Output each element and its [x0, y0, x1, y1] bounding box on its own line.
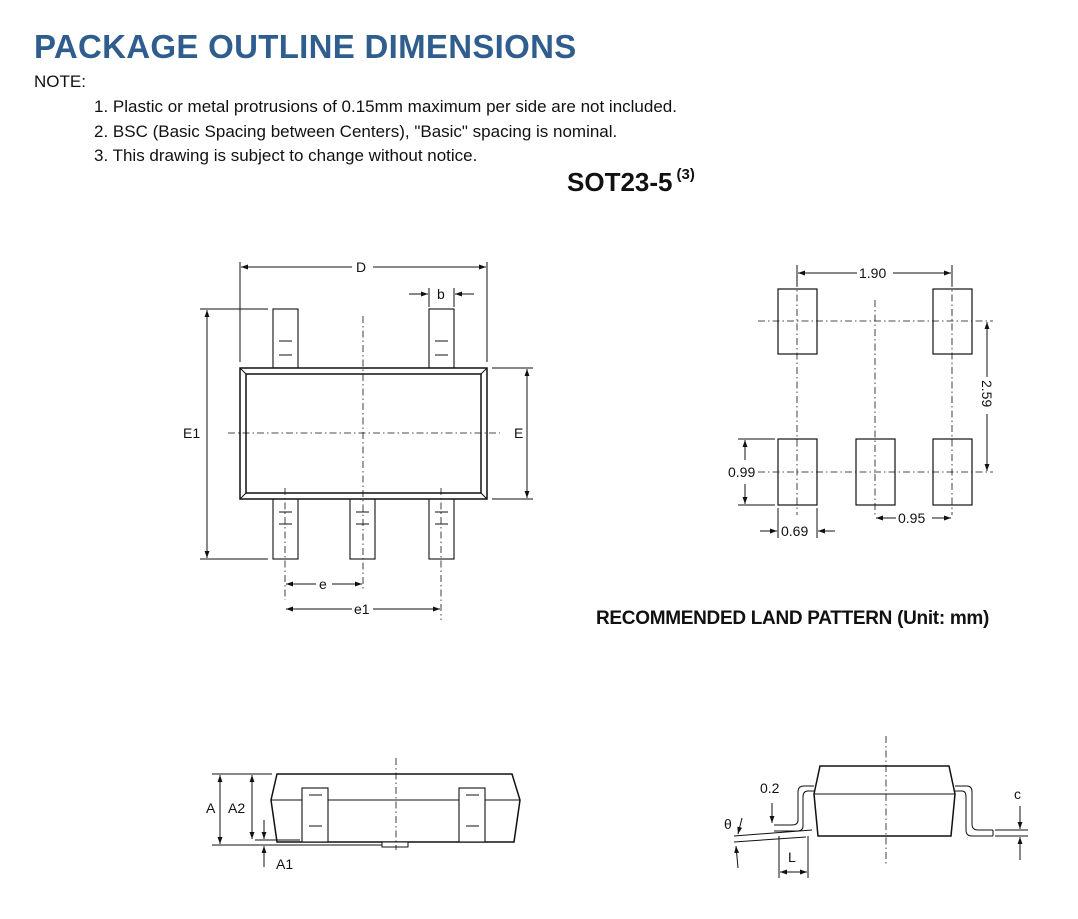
lead-bottom-2: [350, 498, 375, 559]
dim-E1-label: E1: [183, 425, 201, 441]
side-lead-right: [459, 788, 485, 842]
side-view: [206, 758, 520, 872]
dim-L-label: L: [788, 849, 796, 865]
dim-b-label: b: [437, 286, 445, 302]
dim-pitch: 0.95: [898, 510, 926, 526]
note-label: NOTE:: [34, 72, 86, 91]
side-lead-left: [302, 788, 328, 842]
dim-theta-label: θ: [724, 816, 732, 832]
dim-pad-length: 0.99: [728, 464, 756, 480]
top-view: [183, 259, 533, 620]
package-note-ref: (3): [676, 166, 695, 183]
dim-row-spacing: 2.59: [979, 380, 995, 408]
dim-pitch-outer: 1.90: [859, 265, 887, 281]
dim-A1-label: A1: [276, 856, 294, 872]
dim-c-label: c: [1014, 786, 1021, 802]
note-item: 2. BSC (Basic Spacing between Centers), "Basic" spacing is nominal.: [94, 121, 618, 141]
lead-top-left: [273, 309, 298, 368]
note-item: 1. Plastic or metal protrusions of 0.15mm maximum per side are not included.: [94, 97, 677, 116]
lead-bottom-1: [273, 498, 298, 559]
dim-pad-width: 0.69: [781, 523, 809, 539]
dim-E-label: E: [514, 425, 524, 441]
package-body-outer: [240, 368, 487, 499]
pad-top-left: [778, 289, 817, 354]
dim-gauge-label: 0.2: [760, 780, 780, 796]
dim-A-label: A: [206, 800, 216, 816]
land-pattern: [728, 265, 995, 539]
lead-top-right: [429, 309, 454, 368]
end-body-outline: [814, 766, 955, 836]
dim-e-label: e: [319, 576, 327, 592]
end-view: [724, 736, 1028, 878]
dim-D-label: D: [356, 259, 367, 275]
dim-A2-label: A2: [228, 800, 246, 816]
side-standoff: [382, 842, 408, 847]
land-pattern-caption: RECOMMENDED LAND PATTERN (Unit: mm): [596, 608, 990, 629]
pad-top-right: [933, 289, 972, 354]
page-title: PACKAGE OUTLINE DIMENSIONS: [34, 28, 577, 65]
package-name-text: SOT23-5: [567, 167, 673, 197]
lead-bottom-3: [429, 498, 454, 559]
dim-e1-label: e1: [354, 601, 370, 617]
note-item: 3. This drawing is subject to change without notice.: [94, 146, 478, 165]
